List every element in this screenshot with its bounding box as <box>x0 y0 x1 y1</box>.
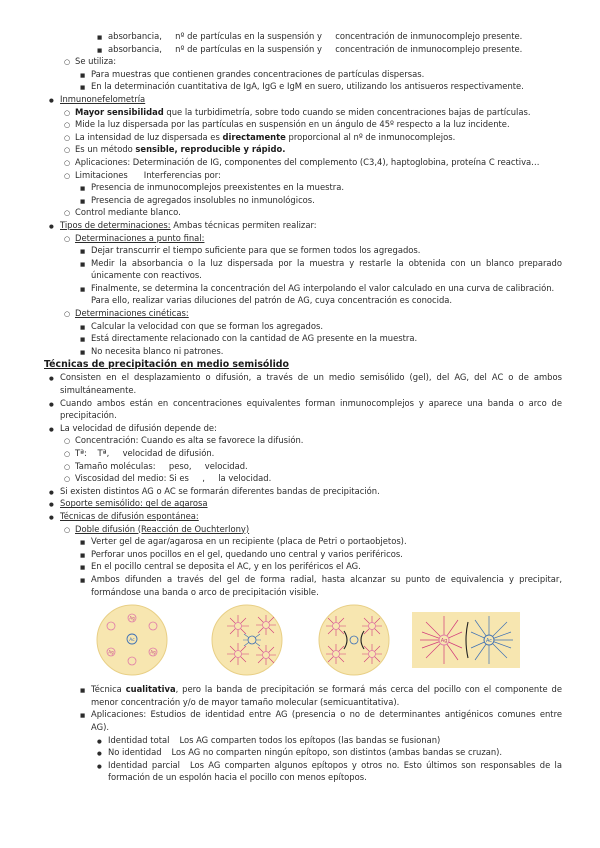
circle-bullet-icon <box>64 156 70 170</box>
figure-ag-ac-detail <box>410 604 522 676</box>
list-item: ■ Presencia de agregados insolubles no inmunológicos. <box>0 194 600 207</box>
circle-bullet-icon <box>64 169 70 183</box>
list-item: ○ La intensidad de luz dispersada es directamente proporcional al nº de inmunocomplejos. <box>0 131 600 144</box>
peripheral-well <box>235 651 242 658</box>
circle-bullet-icon <box>64 106 70 120</box>
well-label-ag: Ag <box>108 649 114 655</box>
list-item: ○ Determinaciones a punto final: <box>0 232 600 245</box>
list-item: ■ absorbancia, nº de partículas en la suspensión y concentración de inmunocomplejo presente. <box>0 43 600 56</box>
peripheral-well <box>333 623 340 630</box>
list-item-continuation: menor concentración y/o de mayor tamaño molecular (semicuantitativa). <box>91 696 400 707</box>
circle-bullet-icon <box>64 131 70 145</box>
list-item: ● Soporte semisólido: gel de agarosa <box>0 497 600 510</box>
section-item: ● Inmunonefelometría <box>0 93 600 106</box>
circle-bullet-icon <box>64 307 70 321</box>
list-item: ○ Se utiliza: <box>0 55 600 68</box>
list-item: ■ No necesita blanco ni patrones. <box>0 345 600 358</box>
list-item: ■ Técnica cualitativa, pero la banda de precipitación se formará más cerca del pocillo con el componente de <box>0 683 600 696</box>
list-item: ○ Concentración: Cuando es alta se favorece la difusión. <box>0 434 600 447</box>
figure-precipitation-arcs <box>306 604 403 676</box>
list-item: ■ Calcular la velocidad con que se forman los agregados. <box>0 320 600 333</box>
list-item-continuation: Para ello, realizar varias diluciones del patrón de AG, cuya concentración es conocida. <box>91 295 453 306</box>
list-item-continuation: precipitación. <box>60 410 117 421</box>
list-item: ● Identidad parcial Los AG comparten algunos epítopos y otros no. Esto últimos son responsables de la <box>0 759 600 772</box>
circle-bullet-icon <box>64 447 70 461</box>
list-item-continuation: únicamente con reactivos. <box>91 270 202 281</box>
list-item: ■ Finalmente, se determina la concentración del AG interpolando el valor calculado en una curva de calibración. <box>0 282 600 295</box>
circle-bullet-icon <box>64 206 70 220</box>
list-item: ● Técnicas de difusión espontánea: <box>0 510 600 523</box>
list-item: ○ Doble difusión (Reacción de Ouchterlony) <box>0 523 600 536</box>
peripheral-well <box>369 651 376 658</box>
circle-bullet-icon <box>64 232 70 246</box>
central-well <box>248 636 256 644</box>
peripheral-well <box>263 622 270 629</box>
well-label-ag: Ag <box>150 649 156 655</box>
figure-plate-wells <box>86 604 178 676</box>
document-page <box>0 30 600 784</box>
list-item: ■ En la determinación cuantitativa de IgA, IgG e IgM en suero, utilizando los antisueros respectivamente. <box>0 80 600 93</box>
well-label-ag: Ag <box>129 615 135 621</box>
well-label-ac: Ac <box>129 638 135 644</box>
list-item: ■ absorbancia, nº de partículas en la suspensión y concentración de inmunocomplejo presente. <box>0 30 600 43</box>
list-item: ○ Tª: Tª, velocidad de difusión. <box>0 447 600 460</box>
list-item: ● Si existen distintos AG o AC se formarán diferentes bandas de precipitación. <box>0 485 600 498</box>
list-item: ○ Mayor sensibilidad que la turbidimetría, sobre todo cuando se miden concentraciones bajas de partículas. <box>0 106 600 119</box>
well-label-ac: Ac <box>485 638 493 645</box>
list-item: ■ Aplicaciones: Estudios de identidad entre AG (presencia o no de determinantes antigénicos comunes entre <box>0 708 600 721</box>
list-item: ■ Perforar unos pocillos en el gel, quedando uno central y varios periféricos. <box>0 548 600 561</box>
ouchterlony-figures <box>0 604 600 676</box>
list-item: ○ Es un método sensible, reproducible y rápido. <box>0 143 600 156</box>
list-item: ■ En el pocillo central se deposita el AC, y en los periféricos el AG. <box>0 560 600 573</box>
circle-bullet-icon <box>64 118 70 132</box>
list-item: ○ Determinaciones cinéticas: <box>0 307 600 320</box>
circle-bullet-icon <box>64 143 70 157</box>
list-item: ■ Está directamente relacionado con la cantidad de AG presente en la muestra. <box>0 332 600 345</box>
square-bullet-icon <box>80 345 85 360</box>
list-item-continuation: formación de un espolón hacia el pocillo con menos epítopos. <box>108 772 367 783</box>
figure-radial-diffusion <box>200 604 295 676</box>
list-item: ○ Aplicaciones: Determinación de IG, componentes del complemento (C3,4), haptoglobina, proteína C reactiva… <box>0 156 600 169</box>
list-item: ● Consisten en el desplazamiento o difusión, a través de un medio semisólido (gel), del AG, del AC o de ambos <box>0 371 600 384</box>
list-item: ○ Tamaño moléculas: peso, velocidad. <box>0 460 600 473</box>
list-item: ● La velocidad de difusión depende de: <box>0 422 600 435</box>
peripheral-well <box>369 623 376 630</box>
circle-bullet-icon <box>64 460 70 474</box>
circle-bullet-icon <box>64 55 70 69</box>
list-item-continuation: formándose una banda o arco de precipitación visible. <box>91 586 319 597</box>
list-item: ○ Mide la luz dispersada por las partículas en suspensión en un ángulo de 45º respecto a la luz incidente. <box>0 118 600 131</box>
circle-bullet-icon <box>64 523 70 537</box>
peripheral-well <box>235 623 242 630</box>
section-heading: Técnicas de precipitación en medio semisólido <box>44 359 289 371</box>
circle-bullet-icon <box>64 434 70 448</box>
list-item: ■ Para muestras que contienen grandes concentraciones de partículas dispersas. <box>0 68 600 81</box>
list-item: ● Identidad total Los AG comparten todos los epítopos (las bandas se fusionan) <box>0 734 600 747</box>
peripheral-well <box>333 651 340 658</box>
list-item: ○ Viscosidad del medio: Si es , la velocidad. <box>0 472 600 485</box>
peripheral-well <box>263 652 270 659</box>
list-item: ■ Verter gel de agar/agarosa en un recipiente (placa de Petri o portaobjetos). <box>0 535 600 548</box>
list-item: ● No identidad Los AG no comparten ningún epítopo, son distintos (ambas bandas se cruzan). <box>0 746 600 759</box>
list-item-continuation: simultáneamente. <box>60 385 137 396</box>
well-label-ag: Ag <box>440 638 448 645</box>
list-item: ■ Dejar transcurrir el tiempo suficiente para que se formen todos los agregados. <box>0 244 600 257</box>
list-item: ■ Medir la absorbancia o la luz dispersada por la muestra y restarle la obtenida con un blanco preparado <box>0 257 600 270</box>
list-item: ■ Ambos difunden a través del gel de forma radial, hasta alcanzar su punto de equivalencia y precipitar, <box>0 573 600 586</box>
list-item: ○ Control mediante blanco. <box>0 206 600 219</box>
list-item: ■ Presencia de inmunocomplejos preexistentes en la muestra. <box>0 181 600 194</box>
list-item-continuation: AG). <box>91 721 110 732</box>
circle-bullet-icon <box>64 472 70 486</box>
list-item: ● Cuando ambos están en concentraciones equivalentes forman inmunocomplejos y aparece una banda o arco de <box>0 397 600 410</box>
list-item: ○ Limitaciones Interferencias por: <box>0 169 600 182</box>
section-item: ● Tipos de determinaciones: Ambas técnicas permiten realizar: <box>0 219 600 232</box>
central-well <box>350 636 358 644</box>
